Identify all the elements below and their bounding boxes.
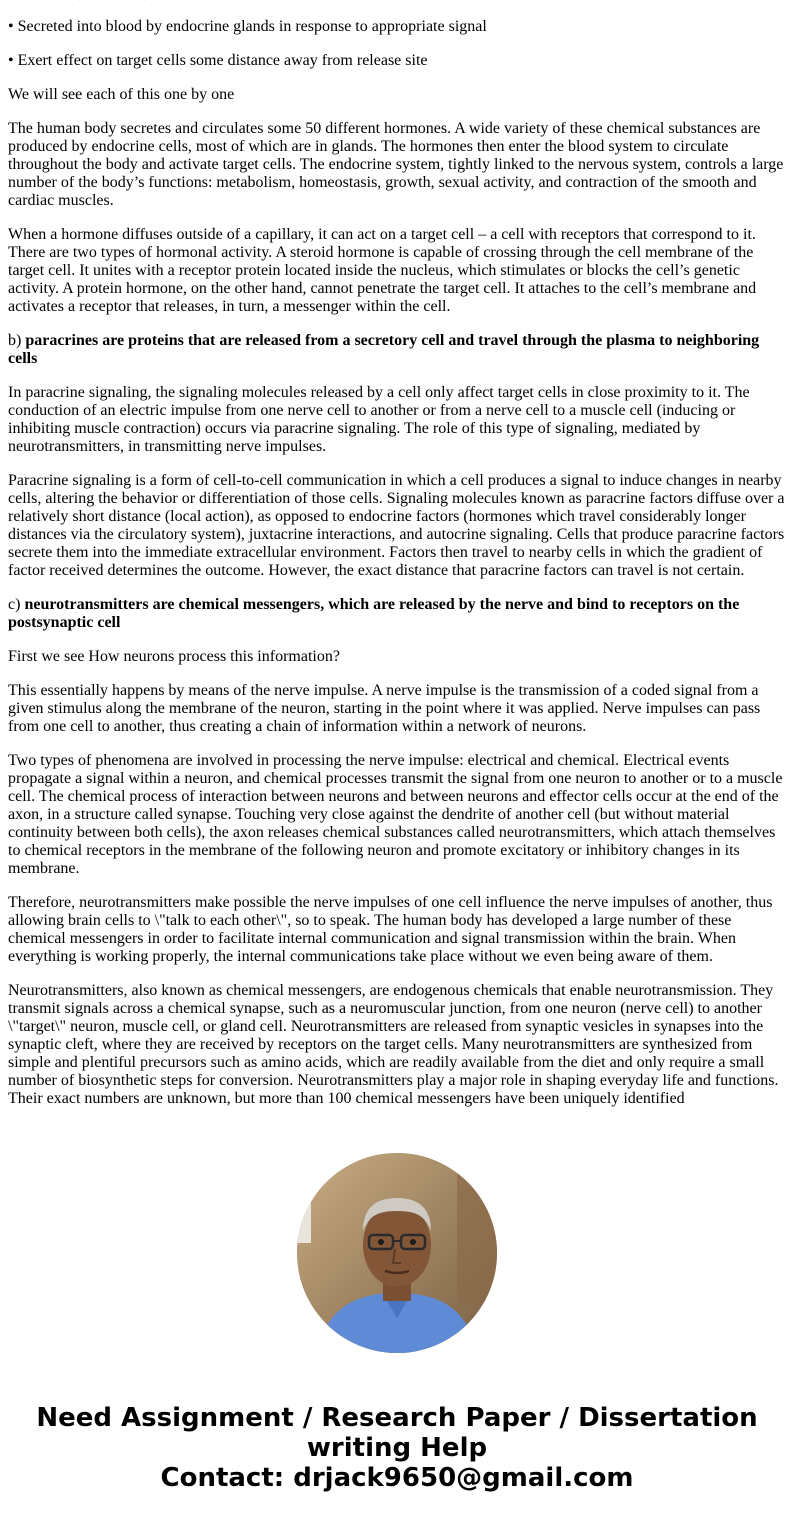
paragraph: The human body secretes and circulates some 50 different hormones. A wide variety of these chemical substances are produced by endocrine cells, most of which are in glands. The hormones then enter the blood system to circulate throughout the body and activate target cells. The endocrine system, tightly linked to the nervous system, controls a large number of the body’s functions: metabolism, homeostasis, growth, sexual activity, and contraction of the smooth and cardiac muscles.: [8, 120, 784, 209]
section-heading-c: [8, 596, 786, 632]
banner-line: writing Help: [306, 1433, 488, 1463]
bullet-item: • Exert effect on target cells some distance away from release site: [8, 52, 428, 69]
section-heading-b: [8, 332, 786, 368]
contact-email: Contact: drjack9650@gmail.com: [160, 1463, 634, 1493]
heading-prefix: b): [8, 332, 26, 349]
heading-text: paracrines are proteins that are released from a secretory cell and travel through the plasma to neighboring cells: [8, 332, 760, 367]
paragraph: Paracrine signaling is a form of cell-to-cell communication in which a cell produces a signal to induce changes in nearby cells, altering the behavior or differentiation of those cells. Signaling molecules known as paracrine factors diffuse over a relatively short distance (local action), as opposed to endocrine factors (hormones which travel considerably longer distances via the circulatory system), juxtacrine interactions, and autocrine signaling. Cells that produce paracrine factors secrete them into the immediate extracellular environment. Factors then travel to nearby cells in which the gradient of factor received determines the outcome. However, the exact distance that paracrine factors can travel is not certain.: [8, 472, 785, 579]
contact-banner: [0, 1403, 794, 1493]
intro-text: We will see each of this one by one: [8, 86, 235, 103]
bullet-item: • Secreted into blood by endocrine glands in response to appropriate signal: [8, 18, 487, 35]
author-avatar: [297, 1153, 497, 1353]
cut-off-line: [8, 0, 786, 2]
heading-text: neurotransmitters are chemical messengers, which are released by the nerve and bind to receptors on the postsynaptic cell: [8, 596, 740, 631]
paragraph: This essentially happens by means of the nerve impulse. A nerve impulse is the transmission of a coded signal from a given stimulus along the membrane of the neuron, starting in the point where it was applied. Nerve impulses can pass from one cell to another, thus creating a chain of information within a network of neurons.: [8, 682, 761, 735]
paragraph: Therefore, neurotransmitters make possible the nerve impulses of one cell influence the nerve impulses of another, thus allowing brain cells to \"talk to each other\", so to speak. The human body has developed a large number of these chemical messengers in order to facilitate internal communication and signal transmission within the brain. When everything is working properly, the internal communications take place without we even being aware of them.: [8, 894, 773, 965]
paragraph: Two types of phenomena are involved in processing the nerve impulse: electrical and chemical. Electrical events propagate a signal within a neuron, and chemical processes transmit the signal from one neuron to another or to a muscle cell. The chemical process of interaction between neurons and between neurons and effector cells occur at the end of the axon, in a structure called synapse. Touching very close against the dendrite of another cell (but without material continuity between both cells), the axon releases chemical substances called neurotransmitters, which attach themselves to chemical receptors in the membrane of the following neuron and promote excitatory or inhibitory changes in its membrane.: [8, 752, 783, 877]
heading-prefix: c): [8, 596, 25, 613]
paragraph: In paracrine signaling, the signaling molecules released by a cell only affect target cells in close proximity to it. The conduction of an electric impulse from one nerve cell to another or from a nerve cell to a muscle cell (inducing or inhibiting muscle contraction) occurs via paracrine signaling. The role of this type of signaling, mediated by neurotransmitters, in transmitting nerve impulses.: [8, 384, 750, 455]
paragraph: Neurotransmitters, also known as chemical messengers, are endogenous chemicals that enable neurotransmission. They transmit signals across a chemical synapse, such as a neuromuscular junction, from one neuron (nerve cell) to another \"target\" neuron, muscle cell, or gland cell. Neurotransmitters are released from synaptic vesicles in synapses into the synaptic cleft, where they are received by receptors on the target cells. Many neurotransmitters are synthesized from simple and plentiful precursors such as amino acids, which are readily available from the diet and only require a small number of biosynthetic steps for conversion. Neurotransmitters play a major role in shaping everyday life and functions. Their exact numbers are unknown, but more than 100 chemical messengers have been uniquely identified: [8, 982, 779, 1107]
paragraph: First we see How neurons process this information?: [8, 648, 340, 665]
article-body: [8, 0, 786, 1108]
person-photo-icon: [297, 1153, 497, 1353]
paragraph: When a hormone diffuses outside of a capillary, it can act on a target cell – a cell with receptors that correspond to it. There are two types of hormonal activity. A steroid hormone is capable of crossing through the cell membrane of the target cell. It unites with a receptor protein located inside the nucleus, which stimulates or blocks the cell’s genetic activity. A protein hormone, on the other hand, cannot penetrate the target cell. It attaches to the cell’s membrane and activates a receptor that releases, in turn, a messenger within the cell.: [8, 226, 757, 315]
banner-line: Need Assignment / Research Paper / Dissertation: [36, 1403, 758, 1433]
